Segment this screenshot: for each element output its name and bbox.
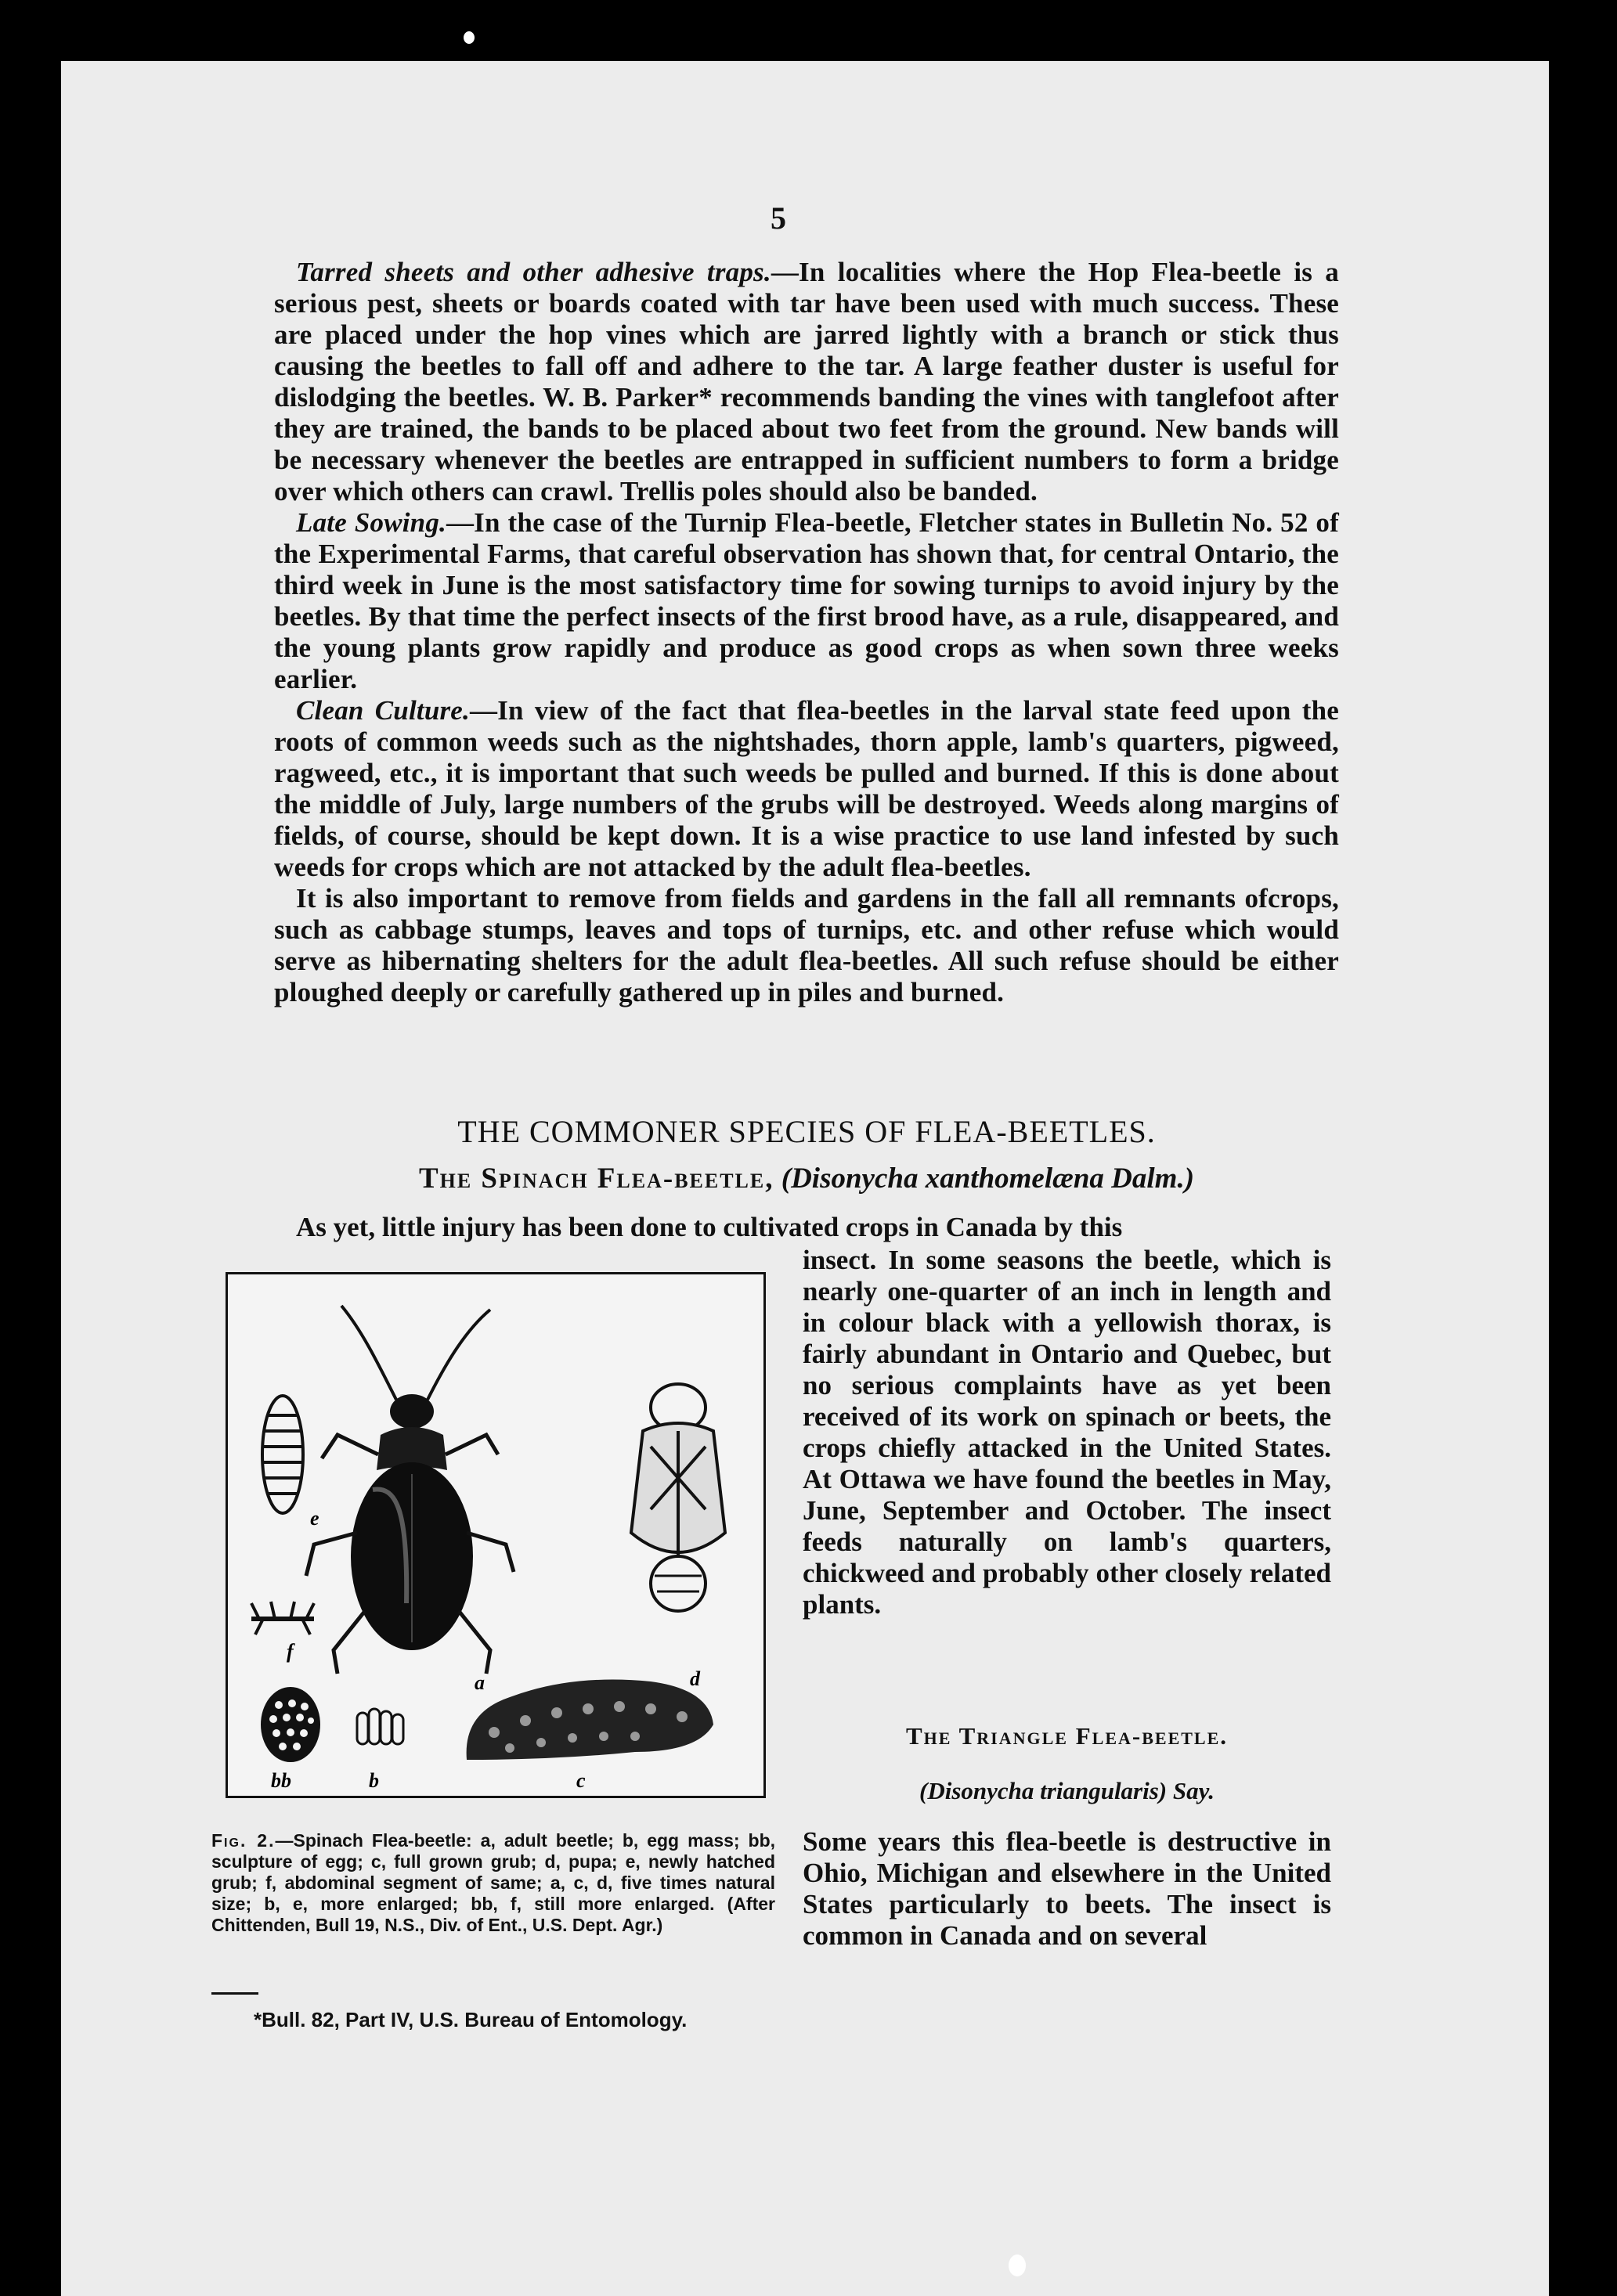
- text-clean-culture: —In view of the fact that flea-beetles in the larval state feed upon the roots of common weeds such as the nightshades, thorn apple, lamb's quarters, pigweed, ragweed, etc., it is important that such weeds be pulled and burned. If this is done about the middle of July, large numbers of the grubs will be destroyed. Weeds along margins of fields, of course, should be kept down. It is a wise practice to use land infested by such weeds for crops which are not attacked by the adult flea-beetles.: [274, 695, 1339, 882]
- figure-caption-prefix: Fig. 2.: [211, 1830, 276, 1851]
- fig-label-e: e: [310, 1507, 319, 1530]
- figure-illustration: [228, 1274, 763, 1796]
- text-tarred-sheets: —In localities where the Hop Flea-beetle is a serious pest, sheets or boards coated with tar have been used with much success. These are placed under the hop vines which are jarred lightly with a branch or stick thus causing the beetles to fall off and adhere to the tar. A large feather duster is useful for dislodging the beetles. W. B. Parker* recommends banding the vines with tanglefoot after they are trained, the bands to be placed about two feet from the ground. New bands will be necessary whenever the beetles are entrapped in sufficient numbers to form a bridge over which others can crawl. Trellis poles should also be banded.: [274, 257, 1339, 506]
- fig-label-b: b: [369, 1769, 379, 1792]
- triangle-heading: [803, 1722, 1331, 1750]
- paragraph-remnants: It is also important to remove from fields and gardens in the fall all remnants ofcrops, such as cabbage stumps, leaves and tops of turnips, etc. and other refuse which would serve as hibernating shelters for the adult flea-beetles. All such refuse should be either ploughed deeply or carefully gathered up in piles and burned.: [274, 883, 1339, 1007]
- text-late-sowing: —In the case of the Turnip Flea-beetle, Fletcher states in Bulletin No. 52 of the Experimental Farms, that careful observation has shown that, for central Ontario, the third week in June is the most satisfactory time for sowing turnips to avoid injury by the beetles. By that time the perfect insects of the first brood have, as a rule, disappeared, and the young plants grow rapidly and produce as good crops as when sown three weeks earlier.: [274, 507, 1339, 694]
- fig-label-d: d: [690, 1667, 700, 1690]
- egg-mass-illustration: [357, 1709, 403, 1744]
- triangle-title: The Triangle Flea-beetle.: [905, 1722, 1229, 1750]
- species-heading: THE COMMONER SPECIES OF FLEA-BEETLES.: [457, 1114, 1156, 1149]
- fig-label-bb: bb: [271, 1769, 291, 1792]
- lead-tarred-sheets: Tarred sheets and other adhesive traps.: [296, 257, 771, 287]
- fig-label-c: c: [576, 1769, 586, 1792]
- scan-speck: [464, 31, 475, 44]
- spinach-latin-name: (Disonycha xanthomelæna Dalm.): [781, 1162, 1195, 1195]
- footnote-rule: [211, 1992, 258, 1995]
- scan-speck: [1009, 2255, 1026, 2276]
- fig-label-a: a: [475, 1671, 485, 1694]
- fig-label-f: f: [287, 1640, 294, 1663]
- full-grown-grub-illustration: [467, 1680, 713, 1761]
- page-number: 5: [771, 200, 786, 236]
- triangle-latin-name: (Disonycha triangularis) Say.: [919, 1777, 1215, 1804]
- lead-late-sowing: Late Sowing.: [296, 507, 446, 538]
- abdominal-segment-illustration: [251, 1602, 314, 1635]
- spinach-body: insect. In some seasons the beetle, which is nearly one-quarter of an inch in length and in colour black with a yellowish thorax, is fairly abundant in Ontario and Quebec, but no serious complaints have as yet been received of its work on spinach or beets, the crops chiefly attacked in the United States. At Ottawa we have found the beetles in May, June, September and October. The insect feeds naturally on lamb's quarters, chickweed and probably other closely related plants.: [803, 1245, 1331, 1620]
- paragraph-clean-culture: [274, 695, 1339, 883]
- spinach-intro: As yet, little injury has been done to cultivated crops in Canada by this: [296, 1212, 1123, 1242]
- footnote: *Bull. 82, Part IV, U.S. Bureau of Entomology.: [254, 2008, 688, 2031]
- adult-beetle-illustration: [306, 1306, 514, 1674]
- spinach-heading: [274, 1162, 1339, 1195]
- triangle-body: Some years this flea-beetle is destructive in Ohio, Michigan and elsewhere in the United States particularly to beets. The insect is common in Canada and on several: [803, 1826, 1331, 1951]
- paragraph-late-sowing: [274, 507, 1339, 695]
- egg-sculpture-illustration: [261, 1687, 320, 1762]
- paragraph-tarred-sheets: [274, 257, 1339, 507]
- newly-hatched-grub-illustration: [262, 1396, 303, 1513]
- spinach-title: The Spinach Flea-beetle,: [418, 1162, 774, 1195]
- figure-caption-text: —Spinach Flea-beetle: a, adult beetle; b, egg mass; bb, sculpture of egg; c, full grown grub; d, pupa; e, newly hatched grub; f, abdominal segment of same; a, c, d, five times natural size; b, e, more enlarged; bb, f, still more enlarged. (After Chittenden, Bull 19, N.S., Div. of Ent., U.S. Dept. Agr.): [211, 1830, 776, 1935]
- lead-clean-culture: Clean Culture.: [296, 695, 470, 726]
- figure-spinach-flea-beetle: [226, 1272, 766, 1798]
- figure-caption: [211, 1830, 775, 1936]
- body-text-top: [274, 257, 1339, 1008]
- pupa-illustration: [631, 1384, 725, 1611]
